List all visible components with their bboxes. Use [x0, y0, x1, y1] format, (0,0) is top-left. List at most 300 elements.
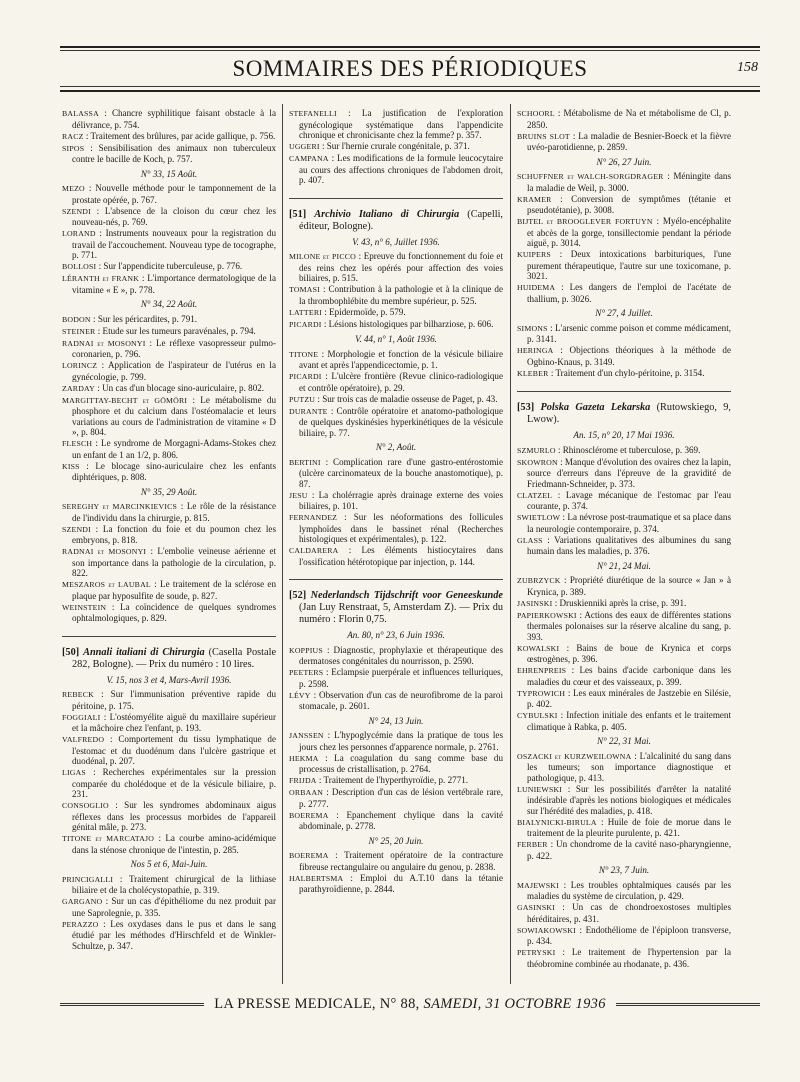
entry-authors: LIGAS — [62, 768, 86, 777]
entry-authors: JANSSEN — [289, 731, 324, 740]
entry-authors: CAMPANA — [289, 154, 329, 163]
entry-authors: CONSOGLIO — [62, 801, 109, 810]
abstract-entry — [517, 282, 731, 304]
journal-number: [50] — [62, 646, 80, 658]
entry-text: : Objections théoriques à la méthode de Ogbino-Knaus, p. 3149. — [527, 345, 731, 367]
entry-authors: REBECK — [62, 690, 94, 699]
abstract-entry — [517, 598, 731, 610]
entry-authors: BRUINS SLOT — [517, 131, 570, 141]
abstract-entry — [517, 131, 731, 153]
entry-text: : Sur les néoformations des follicules lymphoïdes dans le bassinet rénal (Recherches histologiques et expérimentales), p. 122. — [299, 512, 503, 544]
entry-text: : Chancre syphilitique faisant obstacle à la délivrance, p. 754. — [72, 108, 276, 130]
abstract-entry — [289, 490, 503, 512]
abstract-entry — [62, 338, 276, 360]
abstract-entry — [517, 817, 731, 839]
header-rule-top — [60, 46, 760, 48]
abstract-entry — [62, 360, 276, 382]
entry-authors: PEETERS — [289, 668, 324, 677]
entry-authors: STEFANELLI — [289, 109, 337, 118]
abstract-entry — [517, 902, 731, 924]
journal-number: [53] — [517, 402, 535, 413]
entry-authors: SZENDI — [62, 524, 91, 534]
abstract-entry — [62, 896, 276, 918]
section-separator — [289, 190, 503, 199]
page-title: SOMMAIRES DES PÉRIODIQUES — [232, 56, 588, 81]
issue-heading: An. 80, n° 23, 6 Juin 1936. — [347, 630, 445, 640]
issue-heading: N° 23, 7 Juin. — [598, 865, 650, 875]
column-middle — [289, 108, 503, 984]
abstract-entry — [517, 171, 731, 193]
issue-heading: V. 44, n° 1, Août 1936. — [355, 334, 437, 344]
entry-authors: CALDARERA — [289, 546, 339, 555]
entry-authors: HEKMA — [289, 753, 319, 763]
entry-text: : Emploi du A.T.10 dans la tétanie parathyroïdienne, p. 2844. — [299, 872, 503, 894]
abstract-entry — [289, 753, 503, 775]
entry-authors: BIALYNICKI-BIRULA — [517, 817, 597, 827]
abstract-entry — [289, 251, 503, 284]
entry-authors: SCHOORL — [517, 109, 555, 118]
entry-text: : La coagulation du sang comme base du processus de cristallisation, p. 2764. — [299, 752, 503, 774]
issue-heading: Nos 5 et 6, Mai-Juin. — [130, 859, 208, 869]
abstract-entry — [62, 767, 276, 800]
issue-heading: N° 35, 29 Août. — [140, 486, 198, 497]
entry-authors: LÉRANTH et FRANK — [62, 274, 140, 283]
issue-heading: An. 15, n° 20, 17 Mai 1936. — [573, 430, 675, 440]
entry-text: : Sur l'hernie crurale congénitale, p. 371. — [321, 141, 470, 151]
journal-number: [51] — [289, 208, 307, 220]
abstract-entry — [517, 108, 731, 130]
footer-date: SAMEDI, 31 OCTOBRE 1936 — [423, 996, 606, 1012]
issue-heading: V. 43, n° 6, Juillet 1936. — [352, 236, 440, 247]
abstract-entry — [517, 512, 731, 534]
entry-authors: KISS — [62, 461, 80, 471]
entry-text: : Myélo-encéphalite et abcès de la gorge, tonsillectomie pendant la période aiguë, p. 3014. — [527, 216, 731, 248]
entry-text: : Sensibilisation des animaux non tuberculeux contre le bacille de Koch, p. 757. — [72, 142, 276, 164]
abstract-entry — [289, 545, 503, 567]
entry-text: : Traitement des brûlures, par acide gallique, p. 756. — [85, 130, 276, 141]
abstract-entry — [62, 183, 276, 205]
entry-text: : Le rôle de la résistance de l'individu dans la chirurgie, p. 815. — [72, 501, 276, 523]
entry-text: : L'ostéomyélite aiguë du maxillaire supérieur et la mâchoire chez l'enfant, p. 193. — [72, 711, 276, 733]
abstract-entry — [289, 645, 503, 667]
journal-details: (Casella Postale 282, Bologne). — Prix du numéro : 10 lires. — [72, 646, 276, 670]
abstract-entry — [289, 371, 503, 393]
entry-authors: PERAZZO — [62, 919, 99, 929]
entry-authors: BOEREMA — [289, 851, 329, 860]
abstract-entry — [62, 273, 276, 295]
header-rule-bottom — [60, 90, 760, 92]
entry-authors: ZARDAY — [62, 383, 95, 393]
abstract-entry — [517, 925, 731, 947]
entry-text: : Sur les possibilités d'arrêter la natalité indésirable d'après les notions biologiques et médicales sur l'hérédité des maladies, p. 418. — [527, 783, 731, 816]
abstract-entry — [517, 535, 731, 557]
entry-authors: ORBAAN — [289, 788, 324, 797]
column-left — [62, 108, 276, 984]
entry-text: : L'importance dermatologique de la vitamine « E », p. 778. — [72, 273, 276, 295]
entry-authors: SCHUFFNER et WALCH-SORGDRAGER — [517, 172, 664, 181]
entry-text: : Etude sur les tumeurs paravénales, p. 794. — [97, 325, 256, 336]
entry-authors: LATTERI — [289, 307, 323, 317]
entry-text: : Epanchement chylique dans la cavité abdominale, p. 2778. — [299, 809, 503, 831]
header-rule-bottom-thin — [60, 86, 760, 87]
abstract-entry — [62, 228, 276, 261]
entry-authors: PICARDI — [289, 372, 322, 381]
entry-authors: OSZACKI et KURZWEILOWNA — [517, 751, 632, 761]
entry-authors: FRIJDA — [289, 776, 317, 785]
abstract-entry — [517, 345, 731, 367]
entry-authors: RADNAI et MOSONYI — [62, 338, 146, 348]
entry-text: : L'absence de la cloison du cœur chez les nouveau-nés, p. 769. — [72, 205, 276, 227]
abstract-entry — [517, 665, 731, 687]
entry-text: : Sur trois cas de maladie osseuse de Paget, p. 43. — [317, 393, 498, 404]
abstract-entry — [62, 800, 276, 833]
footer-rule-right — [616, 1003, 760, 1006]
abstract-entry — [517, 947, 731, 969]
header-rule-top-thin — [60, 50, 760, 51]
journal-details: (Jan Luy Renstraat, 5, Amsterdam Z). — Prix du numéro : Florin 0,75. — [299, 602, 503, 625]
abstract-entry — [517, 490, 731, 512]
entry-authors: KOPPIUS — [289, 645, 323, 655]
journal-heading — [289, 209, 503, 233]
entry-text: : Application de l'aspirateur de l'utérus en la gynécologie, p. 799. — [72, 360, 276, 382]
abstract-entry — [62, 143, 276, 165]
abstract-entry — [517, 784, 731, 817]
abstract-entry — [289, 810, 503, 832]
page-footer — [60, 996, 760, 1013]
abstract-entry — [517, 216, 731, 249]
abstract-entry — [517, 249, 731, 282]
entry-authors: RACZ — [62, 131, 84, 141]
entry-text: : Sur les syndromes abdominaux aigus réflexes dans les processus morbides de l'appareil génital mâle, p. 273. — [72, 800, 276, 832]
entry-authors: BALASSA — [62, 109, 99, 118]
entry-authors: TYPROWICH — [517, 688, 566, 698]
entry-authors: FERBER — [517, 840, 548, 849]
abstract-entry — [517, 839, 731, 861]
entry-authors: MESZAROS et LAUBAL — [62, 580, 151, 589]
entry-text: : Recherches expérimentales sur la pression comparée du cholédoque et de la vésicule biliaire, p. 231. — [72, 767, 276, 799]
entry-authors: VALFREDO — [62, 735, 105, 744]
section-separator — [517, 383, 731, 392]
abstract-entry — [62, 261, 276, 273]
entry-authors: MARGITTAY-BECHT et GÖMÖRI — [62, 395, 188, 405]
entry-text: : Contrôle opératoire et anatomo-pathologique de quelques dyskinésies hyperkinétiques de la vésicule biliaire, p. 77. — [299, 405, 503, 438]
issue-heading: N° 25, 20 Juin. — [368, 835, 424, 846]
abstract-entry — [517, 457, 731, 490]
column-right — [517, 108, 731, 984]
issue-heading: N° 34, 22 Août. — [140, 299, 198, 309]
entry-text: : L'hypoglycémie dans la pratique de tous les jours chez les personnes d'apparence normale, p. 2761. — [299, 730, 503, 752]
abstract-entry — [517, 610, 731, 643]
entry-authors: GARGANO — [62, 897, 103, 906]
abstract-entry — [289, 307, 503, 319]
entry-text: : Métabolisme de Na et métabolisme de Cl, p. 2850. — [527, 108, 731, 130]
entry-authors: PETRYSKI — [517, 948, 556, 957]
abstract-entry — [517, 445, 731, 457]
entry-authors: BODON — [62, 314, 91, 324]
entry-authors: KLEBER — [517, 368, 549, 378]
entry-text: : Diagnostic, prophylaxie et thérapeutique des dermatoses congénitales du nourrisson, p. 2590. — [299, 644, 503, 666]
journal-title: Archivio Italiano di Chirurgia — [314, 208, 460, 220]
entry-text: : Bains de boue de Krynica et corps œstrogènes, p. 396. — [527, 642, 731, 664]
entry-text: : Manque d'évolution des ovaires chez la lapin, source d'erreurs dans l'épreuve de la gravidité de Friedmann-Schneider, p. 373. — [527, 456, 731, 489]
abstract-entry — [289, 153, 503, 186]
entry-authors: CLATZEL — [517, 490, 553, 500]
entry-text: : Druskienniki après la crise, p. 391. — [554, 597, 687, 608]
abstract-entry — [517, 323, 731, 345]
entry-text: : Conversion de symptômes (tétanie et pseudotétanie), p. 3008. — [527, 193, 731, 215]
entry-authors: LORAND — [62, 229, 96, 238]
abstract-entry — [517, 880, 731, 902]
issue-heading: N° 26, 27 Juin. — [596, 156, 652, 167]
entry-authors: GASINSKI — [517, 903, 555, 912]
abstract-entry — [289, 775, 503, 787]
abstract-entry — [517, 751, 731, 784]
entry-text: : Traitement opératoire de la contracture fibreuse rectangulaire ou angulaire du genou, p. 2838. — [299, 850, 503, 872]
entry-text: : L'arsenic comme poison et comme médicament, p. 3141. — [527, 322, 731, 344]
entry-authors: PAPIERKOWSKI — [517, 610, 577, 620]
entry-authors: GLASS — [517, 535, 543, 545]
entry-authors: BIJTEL et BROOGLEVER FORTUYN — [517, 217, 653, 226]
entry-text: : Les troubles ophtalmiques causés par les maladies du système de circulation, p. 429. — [527, 879, 731, 901]
entry-authors: TITONE et MARCATAJO — [62, 834, 155, 843]
entry-authors: JASINSKI — [517, 598, 553, 608]
entry-text: : Le syndrome de Morgagni-Adams-Stokes chez un enfant de 1 an 1/2, p. 806. — [72, 438, 276, 460]
abstract-entry — [289, 850, 503, 872]
entry-text: : Infection initiale des enfants et le traitement climatique à Rabka, p. 405. — [527, 710, 731, 732]
entry-text: : Les modifications de la formule leucocytaire au cours des affections chroniques de l'abdomen droit, p. 407. — [299, 153, 503, 185]
abstract-entry — [62, 501, 276, 523]
abstract-entry — [517, 194, 731, 216]
entry-text: : Traitement de l'hyperthyroïdie, p. 2771. — [318, 775, 469, 785]
entry-text: : Le réflexe vasopresseur pulmo-coronarien, p. 796. — [72, 337, 276, 359]
abstract-entry — [62, 546, 276, 579]
abstract-entry — [62, 108, 276, 130]
abstract-entry — [289, 457, 503, 490]
issue-heading: N° 24, 13 Juin. — [368, 715, 424, 726]
entry-text: : Sur un cas d'épithéliome du nez produit par une Saprolegnie, p. 335. — [72, 896, 276, 918]
entry-authors: SKOWRON — [517, 457, 558, 467]
abstract-entry — [289, 406, 503, 439]
entry-authors: KOWALSKI — [517, 643, 560, 653]
abstract-entry — [517, 710, 731, 732]
entry-text: : Contribution à la pathologie et à la clinique de la thrombophlébite du membre supérieur, p. 525. — [299, 284, 503, 306]
abstract-entry — [62, 919, 276, 952]
abstract-entry — [289, 108, 503, 141]
entry-text: : Les éléments histiocytaires dans l'ossification hétérotopique par injection, p. 144. — [299, 545, 503, 567]
entry-authors: STEINER — [62, 326, 96, 336]
entry-text: : Propriété diurétique de la source « Jan » à Krynica, p. 389. — [527, 575, 731, 597]
issue-heading: N° 33, 15 Août. — [140, 168, 198, 179]
entry-authors: KUIPERS — [517, 250, 551, 259]
section-separator — [62, 628, 276, 637]
entry-text: : Rhinosclérome et tuberculose, p. 369. — [557, 444, 701, 455]
entry-text: : L'alcalinité du sang dans les tumeurs; son importance diagnostique et pathologique, p. 413. — [527, 750, 731, 783]
journal-heading — [289, 590, 503, 626]
abstract-entry — [62, 438, 276, 460]
abstract-entry — [62, 395, 276, 438]
abstract-entry — [517, 575, 731, 597]
entry-text: : Nouvelle méthode pour le tamponnement de la prostate opérée, p. 767. — [72, 183, 276, 205]
abstract-entry — [289, 319, 503, 331]
abstract-entry — [62, 524, 276, 546]
entry-text: : Un cas d'un blocage sino-auriculaire, p. 802. — [97, 382, 265, 393]
entry-authors: HALBERTSMA — [289, 873, 344, 883]
entry-text: : Un chondrome de la cavité naso-pharyngienne, p. 422. — [527, 839, 731, 861]
entry-text: : Le traitement de la sclérose en plaque par hyposulfite de soude, p. 827. — [72, 579, 276, 601]
entry-text: : Instruments nouveaux pour la registration du travail de l'accouchement. Nouveau type de tocographe, p. 771. — [72, 228, 276, 260]
entry-text: : Lésions histologiques par bilharziose, p. 606. — [323, 318, 494, 329]
entry-text: : Traitement d'un chylo-péritoine, p. 3154. — [550, 367, 705, 378]
entry-authors: BOLLOSI — [62, 262, 97, 271]
issue-heading: N° 27, 4 Juillet. — [595, 308, 653, 318]
entry-text: : Variations qualitatives des albumines du sang humain dans les maladies, p. 376. — [527, 534, 731, 556]
entry-authors: CYBULSKI — [517, 711, 558, 720]
footer-rule-left — [60, 1003, 204, 1006]
entry-authors: LORINCZ — [62, 361, 98, 370]
entry-text: : Epreuve du fonctionnement du foie et des reins chez les opérés pour affection des voies biliaires, p. 515. — [299, 251, 503, 283]
entry-authors: BERTINI — [289, 457, 321, 467]
entry-authors: PUTZU — [289, 394, 316, 404]
entry-authors: UGGERI — [289, 142, 320, 151]
entry-text: : Le traitement de l'hypertension par la théobromine combinée au rhodanate, p. 436. — [527, 947, 731, 969]
entry-authors: FOGGIALI — [62, 712, 101, 722]
entry-text: : La coïncidence de quelques syndromes ophtalmologiques, p. 829. — [72, 601, 276, 623]
abstract-entry — [289, 284, 503, 306]
entry-text: : Sur l'appendicite tuberculeuse, p. 776. — [98, 261, 243, 271]
entry-text: : Actions des eaux de différentes stations thermales polonaises sur la réserve alcaline du sang, p. 393. — [527, 609, 731, 642]
entry-authors: DURANTE — [289, 406, 328, 416]
journal-number: [52] — [289, 590, 307, 601]
entry-authors: LUNIEWSKI — [517, 784, 563, 794]
abstract-entry — [62, 602, 276, 624]
abstract-entry — [289, 690, 503, 712]
abstract-entry — [517, 368, 731, 380]
entry-text: : L'ulcère frontière (Revue clinico-radiologique et contrôle opératoire), p. 29. — [299, 371, 503, 393]
entry-text: : L'embolie veineuse aérienne et son importance dans la pathologie de la circulation, p. 822. — [72, 546, 276, 578]
entry-authors: SWIETLOW — [517, 513, 561, 522]
abstract-entry — [289, 394, 503, 406]
entry-authors: EHRENPREIS — [517, 666, 567, 675]
journal-title: Annali italiani di Chirurgia — [83, 646, 205, 658]
entry-authors: PRINCIGALLI — [62, 874, 114, 884]
entry-text: : Le blocage sino-auriculaire chez les enfants diphtériques, p. 808. — [72, 460, 276, 482]
abstract-entry — [289, 730, 503, 752]
entry-text: : Méningite dans la maladie de Weil, p. 3000. — [527, 171, 731, 193]
entry-text: : Comportement du tissu lymphatique de l'estomac et du duodénum dans l'ulcère gastrique et duodénal, p. 207. — [72, 734, 276, 766]
entry-authors: SIPOS — [62, 143, 85, 153]
entry-authors: ZUBRZYCK — [517, 576, 561, 585]
entry-text: : Lavage mécanique de l'estomac par l'eau courante, p. 374. — [527, 489, 731, 511]
entry-text: : Huile de foie de morue dans le traitement de la pleurite purulente, p. 421. — [527, 816, 731, 838]
entry-authors: PICARDI — [289, 319, 322, 329]
entry-authors: SEREGHY et MARCINKIEVICS — [62, 502, 178, 511]
abstract-entry — [62, 131, 276, 143]
footer-journal: LA PRESSE MEDICALE, N° 88, — [214, 996, 420, 1012]
journal-title: Polska Gazeta Lekarska — [540, 402, 651, 413]
entry-text: : Deux intoxications barbituriques, l'une purement thérapeutique, l'autre sur une toxicomane, p. 3021. — [527, 249, 731, 281]
journal-details: (Capelli, éditeur, Bologne). — [299, 208, 503, 232]
entry-authors: RADNAI et MOSONYI — [62, 547, 147, 556]
entry-text: : Les dangers de l'emploi de l'acétate de thallium, p. 3026. — [527, 282, 731, 304]
abstract-entry — [62, 734, 276, 767]
abstract-entry — [62, 579, 276, 601]
entry-text: : Observation d'un cas de neurofibrome de la paroi stomacale, p. 2601. — [299, 689, 503, 711]
entry-authors: WEINSTEIN — [62, 602, 107, 612]
page-number: 158 — [737, 60, 758, 75]
abstract-entry — [289, 667, 503, 689]
column-divider — [510, 104, 511, 984]
entry-text: : Complication rare d'une gastro-entérostomie (ulcère carcinomateux de la bouche anastomotique), p. 87. — [299, 456, 503, 489]
abstract-entry — [517, 688, 731, 710]
entry-authors: HERINGA — [517, 346, 554, 355]
abstract-entry — [62, 712, 276, 734]
issue-heading: N° 2, Août. — [375, 442, 417, 452]
abstract-entry — [289, 512, 503, 545]
entry-text: : Eclampsie puerpérale et influences telluriques, p. 2598. — [299, 667, 503, 689]
abstract-entry — [289, 873, 503, 895]
entry-text: : La maladie de Besnier-Boeck et la fièvre uvéo-parotidienne, p. 2859. — [527, 130, 731, 152]
abstract-entry — [62, 326, 276, 338]
entry-text: : Le métabolisme du phosphore et du calcium dans l'ostéomalacie et leurs variations au cours de l'administration de vitamine « D », p. 804. — [72, 394, 276, 437]
entry-authors: FLESCH — [62, 439, 93, 448]
entry-text: : La fonction du foie et du poumon chez les embryons, p. 818. — [72, 523, 276, 545]
entry-authors: HUIDEMA — [517, 283, 556, 292]
abstract-entry — [289, 349, 503, 371]
entry-text: : Les oxydases dans le pus et dans le sang étudié par les méthodes d'Hirschfeld et de Winkler-Schultze, p. 347. — [72, 918, 276, 951]
entry-authors: MEZO — [62, 184, 85, 193]
entry-text: : Epidermoïde, p. 579. — [324, 306, 406, 317]
issue-heading: N° 21, 24 Mai. — [597, 560, 651, 571]
entry-authors: SOWIAKOWSKI — [517, 925, 576, 935]
entry-authors: SZENDI — [62, 206, 91, 216]
entry-text: : Sur les péricardites, p. 791. — [93, 313, 198, 324]
entry-authors: TOMASI — [289, 285, 320, 294]
entry-authors: BOEREMA — [289, 810, 329, 820]
entry-text: : La courbe amino-acidémique dans la sténose chronique de l'intestin, p. 285. — [72, 833, 276, 855]
entry-authors: TITONE — [289, 349, 319, 359]
entry-text: : Un cas de chondroexostoses multiples héréditaires, p. 431. — [527, 902, 731, 924]
entry-text: : Les eaux minérales de Jastzebie en Silésie, p. 402. — [527, 687, 731, 709]
entry-text: : La névrose post-traumatique et sa place dans la neurologie contemporaire, p. 374. — [527, 512, 731, 534]
entry-text: : Traitement chirurgical de la lithiase biliaire et de la cholécystopathie, p. 319. — [72, 873, 276, 895]
abstract-entry — [62, 833, 276, 855]
issue-heading: V. 15, nos 3 et 4, Mars-Avril 1936. — [106, 674, 232, 685]
entry-authors: LÉVY — [289, 690, 311, 700]
section-separator — [289, 571, 503, 580]
entry-authors: KRAMER — [517, 194, 552, 204]
issue-heading: N° 22, 31 Mai. — [597, 736, 651, 746]
entry-text: : La justification de l'exploration gynécologique systématique dans l'appendicite chronique et chronicisante chez la femme? p. 357. — [299, 108, 503, 140]
entry-text: : Sur l'immunisation préventive rapide du péritoine, p. 175. — [72, 689, 276, 711]
entry-text: : La cholérragie après drainage externe des voies biliaires, p. 101. — [299, 489, 503, 511]
entry-text: : Description d'un cas de lésion vertébrale rare, p. 2777. — [299, 787, 503, 809]
entry-authors: SIMONS — [517, 323, 548, 333]
entry-authors: MAJEWSKI — [517, 880, 559, 890]
journal-details: (Rutowskiego, 9, Lwow). — [527, 402, 731, 425]
entry-authors: MILONE et PICCO — [289, 252, 356, 261]
entry-authors: SZMURLO — [517, 445, 556, 455]
abstract-entry — [62, 314, 276, 326]
abstract-entry — [289, 787, 503, 809]
journal-title: Nederlandsch Tijdschrift voor Geneeskunde — [310, 590, 503, 601]
entry-text: : Morphologie et fonction de la vésicule biliaire avant et après l'appendicectomie, p. 1. — [299, 348, 503, 370]
entry-authors: FERNANDEZ — [289, 513, 338, 522]
journal-heading — [62, 647, 276, 671]
entry-authors: JESU — [289, 490, 308, 500]
journal-heading — [517, 402, 731, 426]
abstract-entry — [62, 689, 276, 711]
footer-text — [214, 996, 606, 1013]
